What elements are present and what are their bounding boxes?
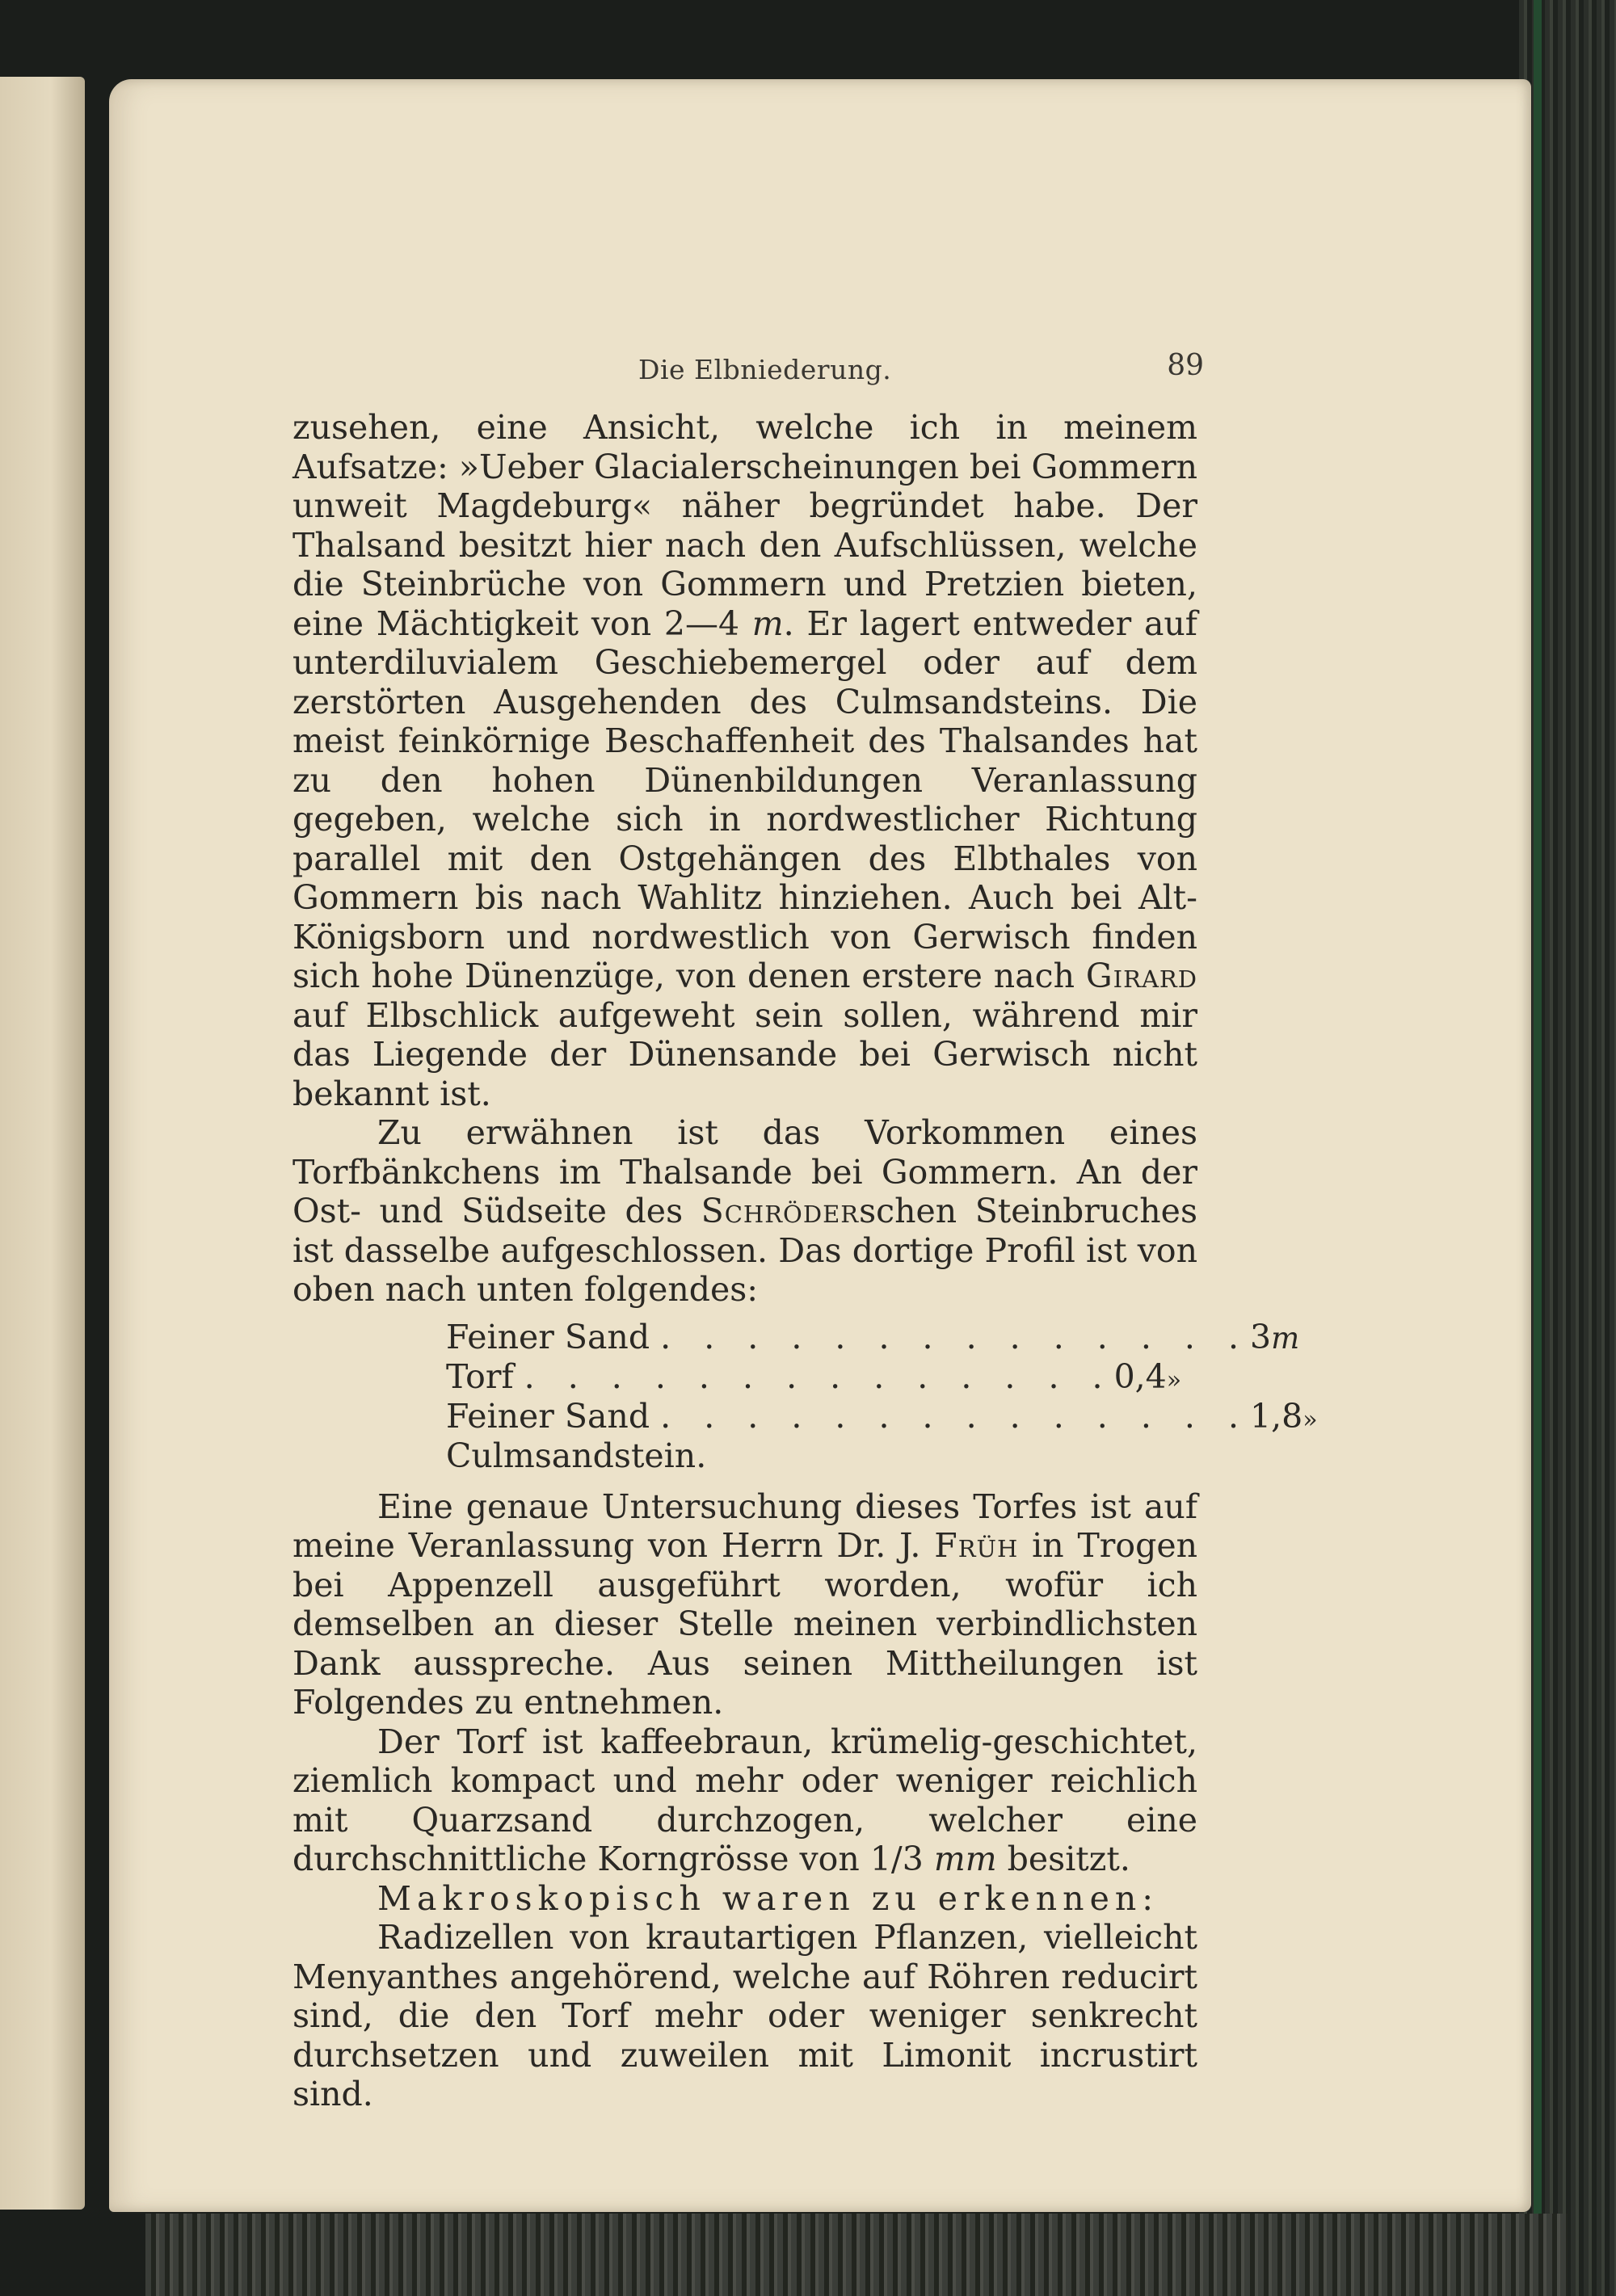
dot-leader: . . . . . . . . . . . . . .: [524, 1356, 1114, 1396]
text-run: Zu erwähnen ist das Vorkommen eines Torfbänkchens im Thalsande bei Gommern. An der Ost- und Südseite des: [292, 1113, 1197, 1230]
layer-name: Feiner Sand: [446, 1317, 650, 1356]
page-number: 89: [1167, 349, 1204, 382]
profile-row: [446, 1317, 1300, 1357]
layer-unit: m: [1271, 1320, 1300, 1356]
left-page-edge: [0, 77, 85, 2210]
page-header: [638, 349, 1204, 397]
running-title: Die Elbniederung.: [638, 354, 892, 385]
text-run: Der Torf ist kaffeebraun, krümelig-geschichtet, ziemlich kompact und mehr oder weniger reichlich mit Quarzsand durchzogen, welcher eine durchschnittliche Korngrösse von: [292, 1722, 1197, 1878]
layer-unit: »: [1302, 1405, 1318, 1434]
profile-row: [446, 1436, 1076, 1476]
text-run: auf Elbschlick aufgeweht sein sollen, während mir das Liegende der Dünensande bei Gerwisch nicht bekannt ist.: [292, 995, 1197, 1113]
dot-leader: . . . . . . . . . . . . . .: [660, 1396, 1251, 1436]
layer-unit: »: [1166, 1365, 1182, 1394]
layer-name: Feiner Sand: [446, 1396, 650, 1436]
body-text: [292, 408, 1318, 2114]
text-run: zusehen, eine Ansicht, welche ich in meinem Aufsatze: »Ueber Glacialerscheinungen bei Gommern unweit Magdeburg« näher begründet habe. Der Thalsand besitzt hier nach den Aufschlüssen, welche die Steinbrüche von Gommern und Pretzien bieten, eine Mächtigkeit von 2—4: [292, 408, 1197, 643]
text-run: besitzt.: [996, 1840, 1130, 1878]
paragraph-1: [292, 408, 1197, 1113]
text-run: schen Steinbruches ist dasselbe aufgeschlossen. Das dortige Profil ist von oben nach unten folgendes:: [292, 1192, 1197, 1309]
profile-row: [446, 1356, 1182, 1397]
paragraph-3: [292, 1487, 1197, 1722]
text-run: . Er lagert entweder auf unterdiluvialem Geschiebemergel oder auf dem zerstörten Ausgehenden des Culmsandsteins. Die meist feinkörnige Beschaffenheit des Thalsandes hat zu den hohen Dünenbildungen Veranlassung gegeben, welche sich in nordwestlicher Richtung parallel mit den Ostgehängen des Elbthales von Gommern bis nach Wahlitz hinziehen. Auch bei Alt-Königsborn und nordwestlich von Gerwisch finden sich hohe Dünenzüge, von denen erstere nach: [292, 603, 1197, 995]
profile-table: [446, 1317, 1318, 1476]
layer-thickness: 0,4: [1113, 1356, 1167, 1396]
paragraph-5: Makroskopisch waren zu erkennen:: [377, 1878, 1159, 1918]
layer-name: Culmsandstein.: [446, 1436, 707, 1475]
layer-thickness: 1,8: [1250, 1396, 1303, 1436]
unit-text: mm: [933, 1840, 997, 1878]
text-run: in Trogen bei Appenzell ausgeführt worden, wofür ich demselben an dieser Stelle meinen verbindlichsten Dank ausspreche. Aus seinen Mittheilungen ist Folgendes zu entnehmen.: [292, 1526, 1197, 1722]
author-name: Schröder: [701, 1192, 860, 1230]
dot-leader: . . . . . . . . . . . . . .: [660, 1317, 1251, 1356]
profile-row: [446, 1396, 1318, 1436]
author-name: Früh: [934, 1526, 1019, 1565]
layer-thickness: 3: [1250, 1317, 1272, 1356]
book-binding-edge: [1519, 0, 1616, 2296]
paragraph-2: [292, 1113, 1197, 1310]
paragraph-4: [292, 1722, 1197, 1879]
layer-name: Torf: [446, 1356, 514, 1396]
fraction-text: 1/3: [869, 1840, 924, 1878]
book-bottom-edge: [145, 2214, 1568, 2296]
text-run: Eine genaue Untersuchung dieses Torfes ist auf meine Veranlassung von Herrn Dr. J.: [292, 1487, 1197, 1565]
author-name: Girard: [1085, 957, 1197, 995]
paragraph-6: Radizellen von krautartigen Pflanzen, vielleicht Menyanthes angehörend, welche auf Röhren reducirt sind, die den Torf mehr oder weniger senkrecht durchsetzen und zuweilen mit Limonit incrustirt sind.: [292, 1918, 1197, 2113]
unit-text: m: [751, 603, 784, 643]
